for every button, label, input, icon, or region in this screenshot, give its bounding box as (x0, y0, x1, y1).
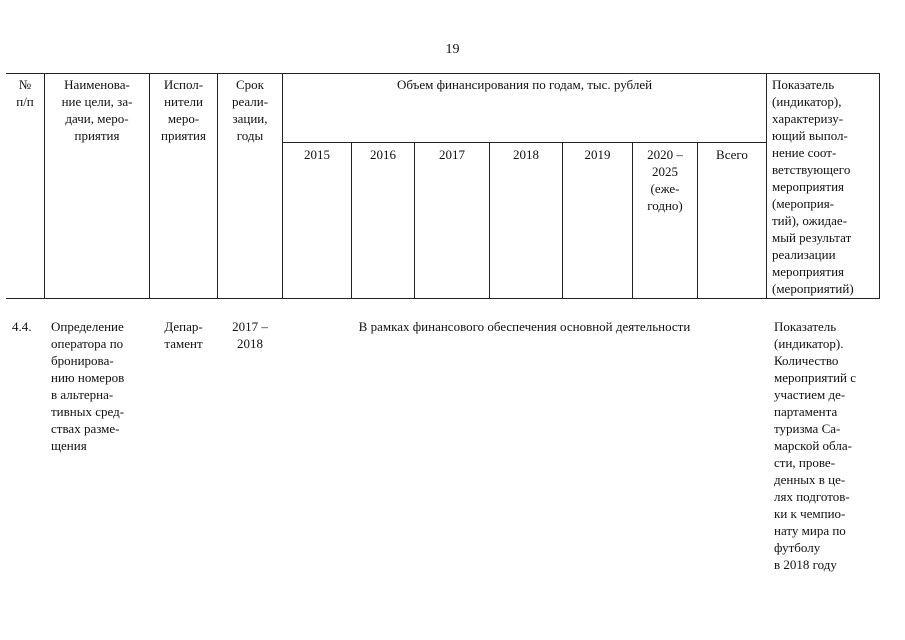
header-executor: Испол- нители меро- приятия (160, 77, 206, 143)
row-executor: Депар- тамент (164, 319, 203, 351)
header-year-2015: 2015 (304, 147, 330, 162)
header-num: № п/п (16, 77, 34, 109)
col-divider-year-1 (351, 142, 352, 299)
funding-subheader-line (282, 142, 766, 143)
header-funding-title: Объем финансирования по годам, тыс. рублей (396, 77, 653, 92)
header-year-range: 2020 – 2025 (еже- годно) (647, 147, 683, 213)
header-term: Срок реали- зации, годы (231, 77, 269, 143)
header-year-2018: 2018 (513, 147, 539, 162)
col-divider-year-2 (414, 142, 415, 299)
header-name: Наименова- ние цели, за- дачи, меро- приятия (61, 77, 133, 143)
header-year-2017: 2017 (439, 147, 465, 162)
col-divider-4 (282, 73, 283, 299)
page-number: 19 (445, 42, 460, 57)
col-divider-year-6 (697, 142, 698, 299)
row-name: Определение оператора по бронировa- нию номеров в альтерна- тивных сред- ствах разме- щения (51, 319, 125, 453)
header-total: Всего (716, 147, 748, 162)
header-indicator: Показатель (индикатор), характеризу- ющий выпол- нение соот- ветствующего мероприятия (мероприя- тий), ожидае- мый результат реализации мероприятия (мероприятий) (772, 77, 854, 296)
table-right-border (879, 73, 880, 299)
header-year-2016: 2016 (370, 147, 396, 162)
col-divider-year-4 (562, 142, 563, 299)
row-funding-text: В рамках финансового обеспечения основной деятельности (358, 319, 691, 334)
header-bottom-line (6, 298, 880, 299)
col-divider-5 (766, 73, 767, 299)
col-divider-year-3 (489, 142, 490, 299)
row-term: 2017 – 2018 (232, 319, 268, 351)
header-year-2019: 2019 (584, 147, 611, 162)
row-number: 4.4. (12, 319, 32, 334)
row-indicator: Показатель (индикатор). Количество мероприятий с участием де- партамента туризма Са- марской обла- сти, прове- денных в це- лях подготов- ки к чемпио- нату мира по футболу в 2018 году (774, 319, 857, 572)
table-top-border (6, 73, 880, 74)
